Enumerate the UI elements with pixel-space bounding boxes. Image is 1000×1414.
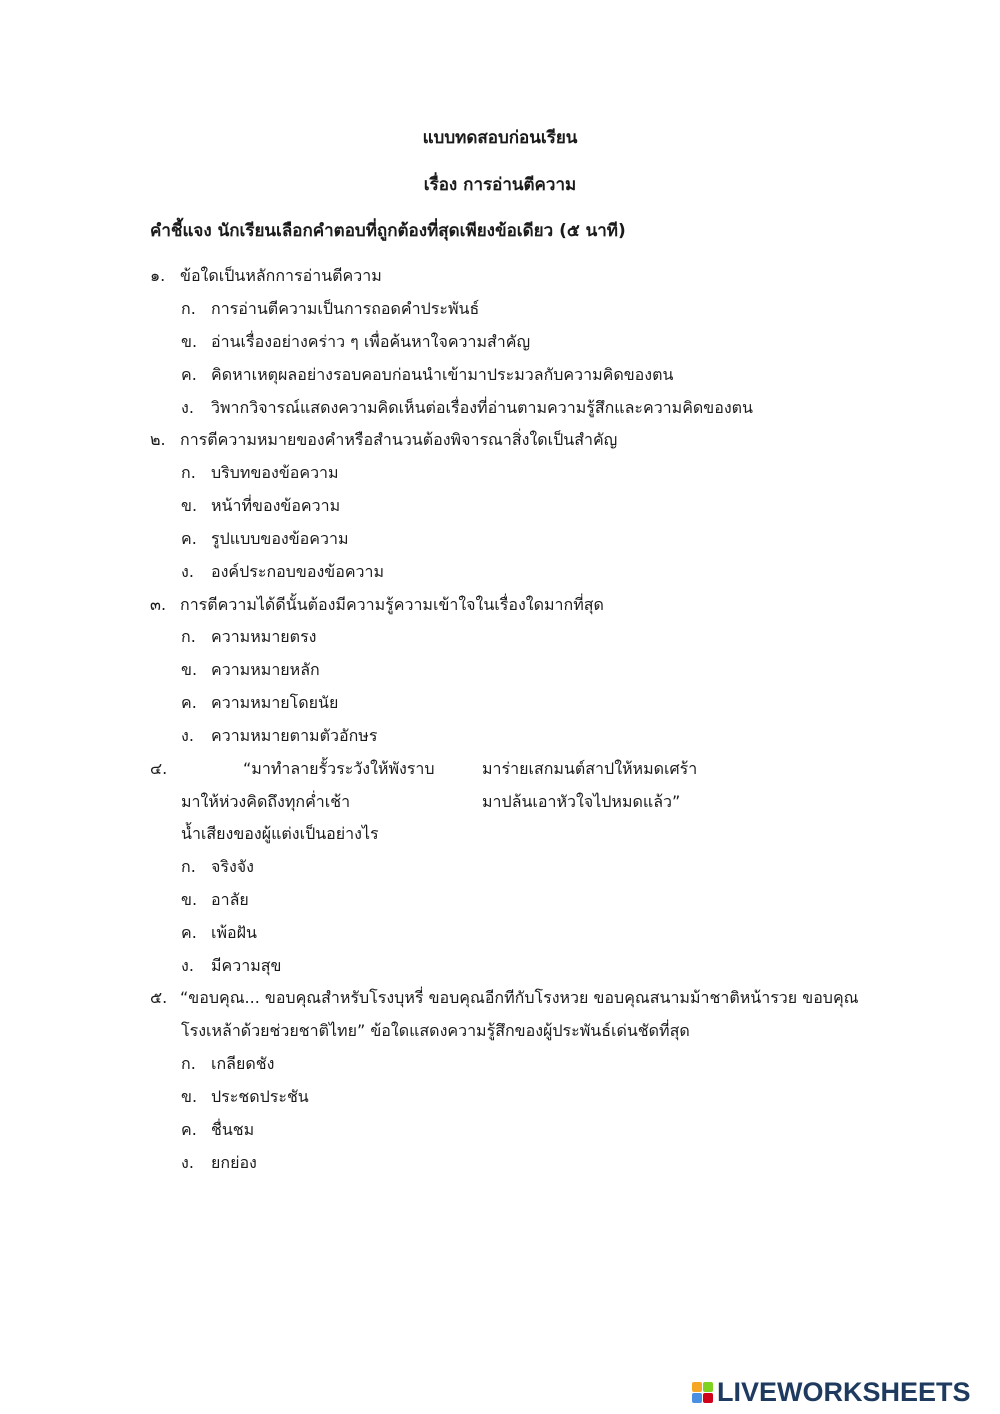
option-3b[interactable]: ข. ความหมายหลัก: [181, 660, 320, 679]
option-4d[interactable]: ง. มีความสุข: [181, 956, 282, 975]
question-number-4: ๔.: [150, 759, 168, 778]
option-5d[interactable]: ง. ยกย่อง: [181, 1153, 257, 1172]
question-1: [150, 264, 382, 288]
question-text: การตีความหมายของคำหรือสำนวนต้องพิจารณาสิ่งใดเป็นสำคัญ: [180, 430, 618, 449]
logo-square: [703, 1393, 713, 1403]
question-number: ๓.: [150, 595, 167, 614]
question-number: ๒.: [150, 430, 166, 449]
option-4b[interactable]: ข. อาลัย: [181, 890, 249, 909]
logo-square: [692, 1393, 702, 1403]
option-1b[interactable]: ข. อ่านเรื่องอย่างคร่าว ๆ เพื่อค้นหาใจความสำคัญ: [181, 332, 531, 351]
question-text: การตีความได้ดีนั้นต้องมีความรู้ความเข้าใจในเรื่องใดมากที่สุด: [180, 595, 604, 614]
poem-line-2a: มาให้ห่วงคิดถึงทุกค่ำเช้า: [181, 792, 351, 811]
logo-text: LIVEWORKSHEETS: [717, 1376, 971, 1407]
option-3c[interactable]: ค. ความหมายโดยนัย: [181, 693, 339, 712]
instruction-text: คำชี้แจง นักเรียนเลือกคำตอบที่ถูกต้องที่สุดเพียงข้อเดียว (๕ นาที): [150, 221, 626, 241]
logo-square: [703, 1382, 713, 1392]
option-4c[interactable]: ค. เพ้อฝัน: [181, 923, 257, 942]
logo-mark-icon: [692, 1382, 713, 1403]
question-number: ๑.: [150, 266, 166, 285]
option-4a[interactable]: ก. จริงจัง: [181, 857, 254, 876]
poem-line-2b: มาปล้นเอาหัวใจไปหมดแล้ว”: [482, 792, 681, 811]
option-1c[interactable]: ค. คิดหาเหตุผลอย่างรอบคอบก่อนนำเข้ามาประมวลกับความคิดของตน: [181, 365, 674, 384]
logo-square: [692, 1382, 702, 1392]
liveworksheets-logo[interactable]: [692, 1377, 971, 1407]
option-2a[interactable]: ก. บริบทของข้อความ: [181, 463, 339, 482]
option-2c[interactable]: ค. รูปแบบของข้อความ: [181, 529, 349, 548]
poem-line-1a: “มาทำลายรั้วระวังให้พังราบ: [243, 759, 435, 778]
question-text-line-2: โรงเหล้าด้วยช่วยชาติไทย” ข้อใดแสดงความรู้สึกของผู้ประพันธ์เด่นชัดที่สุด: [181, 1021, 690, 1040]
question-text-4: น้ำเสียงของผู้แต่งเป็นอย่างไร: [181, 824, 379, 843]
worksheet-subject: เรื่อง การอ่านตีความ: [423, 175, 577, 195]
option-1a[interactable]: ก. การอ่านตีความเป็นการถอดคำประพันธ์: [181, 299, 480, 318]
question-text: ข้อใดเป็นหลักการอ่านตีความ: [180, 266, 382, 285]
option-5a[interactable]: ก. เกลียดชัง: [181, 1054, 275, 1073]
option-3a[interactable]: ก. ความหมายตรง: [181, 627, 317, 646]
option-2d[interactable]: ง. องค์ประกอบของข้อความ: [181, 562, 385, 581]
question-5: [150, 986, 859, 1010]
question-2: [150, 428, 617, 452]
poem-line-1b: มาร่ายเสกมนต์สาปให้หมดเศร้า: [482, 759, 698, 778]
option-5b[interactable]: ข. ประชดประชัน: [181, 1087, 309, 1106]
question-number: ๕.: [150, 988, 168, 1007]
option-1d[interactable]: ง. วิพากวิจารณ์แสดงความคิดเห็นต่อเรื่องที่อ่านตามความรู้สึกและความคิดของตน: [181, 398, 753, 417]
question-3: [150, 593, 604, 617]
worksheet-title: แบบทดสอบก่อนเรียน: [422, 128, 578, 148]
question-text-line-1: “ขอบคุณ... ขอบคุณสำหรับโรงบุหรี่ ขอบคุณอีกทีกับโรงหวย ขอบคุณสนามม้าชาติหน้ารวย ขอบคุณ: [180, 988, 859, 1007]
option-5c[interactable]: ค. ชื่นชม: [181, 1120, 255, 1139]
option-3d[interactable]: ง. ความหมายตามตัวอักษร: [181, 726, 378, 745]
option-2b[interactable]: ข. หน้าที่ของข้อความ: [181, 496, 341, 515]
